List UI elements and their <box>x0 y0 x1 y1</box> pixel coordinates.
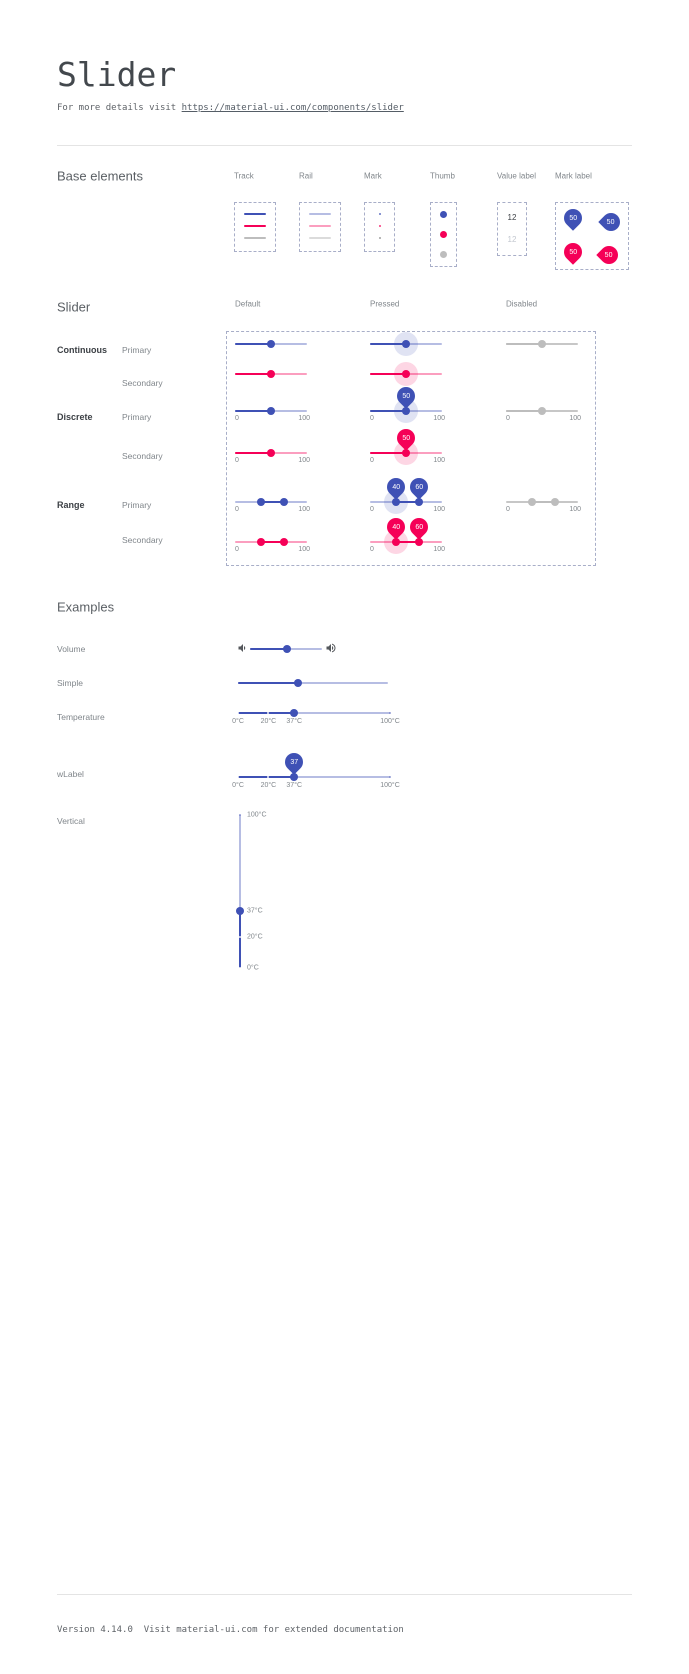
slider-mark-label: 37°C <box>247 907 263 915</box>
range-primary-default-slider[interactable] <box>235 501 310 513</box>
slider-mark-label: 37°C <box>286 782 303 789</box>
slider-track <box>506 410 542 412</box>
rail-secondary <box>309 225 331 227</box>
col-header-pressed: Pressed <box>370 299 400 309</box>
thumb-secondary <box>440 231 447 238</box>
range-secondary-pressed-slider[interactable] <box>370 523 445 553</box>
header-divider <box>57 145 632 146</box>
range-primary-pressed-slider[interactable] <box>370 483 445 513</box>
footer-divider <box>57 1594 632 1595</box>
example-label-simple: Simple <box>57 678 83 688</box>
slider-thumb[interactable] <box>294 679 302 687</box>
slider-thumb[interactable] <box>402 340 410 348</box>
examples-heading: Examples <box>57 599 115 615</box>
mark-primary <box>379 213 381 215</box>
scale-max: 100 <box>433 415 445 422</box>
thumb-primary <box>440 211 447 218</box>
scale-max: 100 <box>298 546 310 553</box>
scale-min: 0 <box>370 457 374 464</box>
slider-mark-label: 20°C <box>247 933 263 941</box>
slider-thumb[interactable] <box>528 498 536 506</box>
track-specimen-box <box>234 202 276 252</box>
slider-track <box>250 648 287 650</box>
slider-mark-label: 100°C <box>380 718 400 725</box>
scale-min: 0 <box>235 546 239 553</box>
scale-max: 100 <box>433 457 445 464</box>
continuous-primary-disabled-slider[interactable] <box>506 343 578 345</box>
col-header-track: Track <box>234 171 254 181</box>
scale-min: 0 <box>235 457 239 464</box>
scale-min: 0 <box>235 506 239 513</box>
slider-mark <box>237 776 239 778</box>
slider-mark-label: 0°C <box>247 964 259 972</box>
col-header-thumb: Thumb <box>430 171 455 181</box>
vertical-slider[interactable] <box>239 811 267 972</box>
mark-label-pin-primary-left: 50 <box>598 209 623 234</box>
row-variant-discrete-primary: Primary <box>122 412 152 422</box>
col-header-mark-label: Mark label <box>555 171 592 181</box>
volume-up-icon <box>325 642 337 654</box>
row-variant-discrete-secondary: Secondary <box>122 451 163 461</box>
slider-mark-label: 37°C <box>286 718 303 725</box>
slider-mark-label: 100°C <box>247 811 267 819</box>
simple-slider[interactable] <box>238 682 388 684</box>
volume-slider[interactable] <box>250 648 322 650</box>
col-header-mark: Mark <box>364 171 382 181</box>
row-group-range: Range <box>57 500 85 510</box>
range-primary-disabled-slider[interactable] <box>506 501 581 513</box>
slider-thumb[interactable] <box>267 407 275 415</box>
mark-disabled <box>379 237 381 239</box>
row-variant-range-secondary: Secondary <box>122 535 163 545</box>
mark-secondary <box>379 225 381 227</box>
discrete-primary-default-slider[interactable] <box>235 410 310 422</box>
continuous-secondary-pressed-slider[interactable] <box>370 373 442 375</box>
slider-mark <box>389 776 391 778</box>
continuous-primary-pressed-slider[interactable] <box>370 343 442 345</box>
col-header-value-label: Value label <box>497 171 536 181</box>
example-label-volume: Volume <box>57 644 86 654</box>
slider-value-label: 50 <box>393 425 418 450</box>
mark-specimen-box <box>364 202 395 252</box>
slider-thumb[interactable] <box>257 538 265 546</box>
value-label-disabled: 12 <box>507 235 517 244</box>
scale-max: 100 <box>433 546 445 553</box>
row-group-continuous: Continuous <box>57 345 107 355</box>
thumb-specimen-box <box>430 202 457 267</box>
slider-mark-label: 0°C <box>232 718 244 725</box>
footer-text: Version 4.14.0 Visit material-ui.com for extended documentation <box>57 1625 404 1635</box>
slider-thumb[interactable] <box>551 498 559 506</box>
slider-thumb[interactable] <box>538 407 546 415</box>
discrete-primary-pressed-slider[interactable] <box>370 392 445 422</box>
scale-min: 0 <box>370 546 374 553</box>
scale-max: 100 <box>433 506 445 513</box>
slider-mark <box>389 712 391 714</box>
track-secondary <box>244 225 266 227</box>
value-label-specimen-box <box>497 202 527 256</box>
thumb-disabled <box>440 251 447 258</box>
row-variant-continuous-primary: Primary <box>122 345 152 355</box>
example-label-wlabel: wLabel <box>57 769 84 779</box>
rail-disabled <box>309 237 331 239</box>
slider-track <box>235 452 271 454</box>
docs-link[interactable]: https://material-ui.com/components/slider <box>181 103 404 113</box>
slider-mark <box>239 814 241 816</box>
scale-min: 0 <box>370 415 374 422</box>
col-header-default: Default <box>235 299 261 309</box>
slider-value-label: 60 <box>406 474 431 499</box>
slider-thumb[interactable] <box>267 340 275 348</box>
slider-thumb[interactable] <box>538 340 546 348</box>
subtitle-text: For more details visit <box>57 103 182 113</box>
slider-thumb[interactable] <box>290 709 298 717</box>
example-label-vertical: Vertical <box>57 816 85 826</box>
slider-mark-label: 20°C <box>260 718 277 725</box>
slider-thumb[interactable] <box>267 449 275 457</box>
slider-thumb[interactable] <box>236 907 244 915</box>
scale-min: 0 <box>370 506 374 513</box>
track-primary <box>244 213 266 215</box>
slider-thumb[interactable] <box>267 370 275 378</box>
scale-min: 0 <box>235 415 239 422</box>
mark-label-pin-secondary-left: 50 <box>596 242 621 267</box>
rail-specimen-box <box>299 202 341 252</box>
example-label-temperature: Temperature <box>57 712 105 722</box>
scale-min: 0 <box>506 506 510 513</box>
continuous-primary-default-slider[interactable] <box>235 343 307 345</box>
slider-track <box>235 410 271 412</box>
scale-max: 100 <box>569 506 581 513</box>
scale-min: 0 <box>506 415 510 422</box>
slider-track <box>239 911 241 968</box>
volume-down-icon <box>236 642 248 654</box>
slider-mark <box>237 712 239 714</box>
slider-mark <box>239 967 241 969</box>
row-variant-range-primary: Primary <box>122 500 152 510</box>
slider-value-label: 40 <box>383 514 408 539</box>
page-title: Slider <box>57 55 177 94</box>
slider-thumb[interactable] <box>280 498 288 506</box>
slider-track <box>238 682 298 684</box>
slider-mark-label: 20°C <box>260 782 277 789</box>
scale-max: 100 <box>298 457 310 464</box>
slider-thumb[interactable] <box>402 370 410 378</box>
slider-value-label: 50 <box>393 383 418 408</box>
slider-value-label: 60 <box>406 514 431 539</box>
wlabel-slider[interactable] <box>232 758 400 789</box>
slider-thumb[interactable] <box>257 498 265 506</box>
slider-grid-heading: Slider <box>57 299 91 315</box>
slider-track <box>235 373 271 375</box>
continuous-secondary-default-slider[interactable] <box>235 373 307 375</box>
rail-primary <box>309 213 331 215</box>
slider-track <box>238 776 294 778</box>
slider-thumb[interactable] <box>283 645 291 653</box>
discrete-secondary-pressed-slider[interactable] <box>370 434 445 464</box>
mark-label-pin-secondary-down: 50 <box>560 239 585 264</box>
scale-max: 100 <box>298 415 310 422</box>
slider-value-label: 40 <box>383 474 408 499</box>
scale-max: 100 <box>569 415 581 422</box>
range-secondary-default-slider[interactable] <box>235 541 310 553</box>
col-header-disabled: Disabled <box>506 299 538 309</box>
row-group-discrete: Discrete <box>57 412 93 422</box>
slider-track <box>238 712 294 714</box>
track-disabled <box>244 237 266 239</box>
slider-mark-label: 0°C <box>232 782 244 789</box>
temperature-slider[interactable] <box>232 712 400 725</box>
page-subtitle <box>57 103 404 113</box>
base-elements-heading: Base elements <box>57 168 143 184</box>
mark-label-pin-primary-down: 50 <box>560 205 585 230</box>
scale-max: 100 <box>298 506 310 513</box>
discrete-primary-disabled-slider[interactable] <box>506 410 581 422</box>
mark-label-specimen-box <box>555 202 629 270</box>
slider-value-label: 37 <box>282 749 307 774</box>
slider-mark-label: 100°C <box>380 782 400 789</box>
col-header-rail: Rail <box>299 171 313 181</box>
slider-track <box>506 343 542 345</box>
slider-thumb[interactable] <box>280 538 288 546</box>
discrete-secondary-default-slider[interactable] <box>235 452 310 464</box>
value-label-active: 12 <box>507 213 517 222</box>
slider-track <box>235 343 271 345</box>
row-variant-continuous-secondary: Secondary <box>122 378 163 388</box>
